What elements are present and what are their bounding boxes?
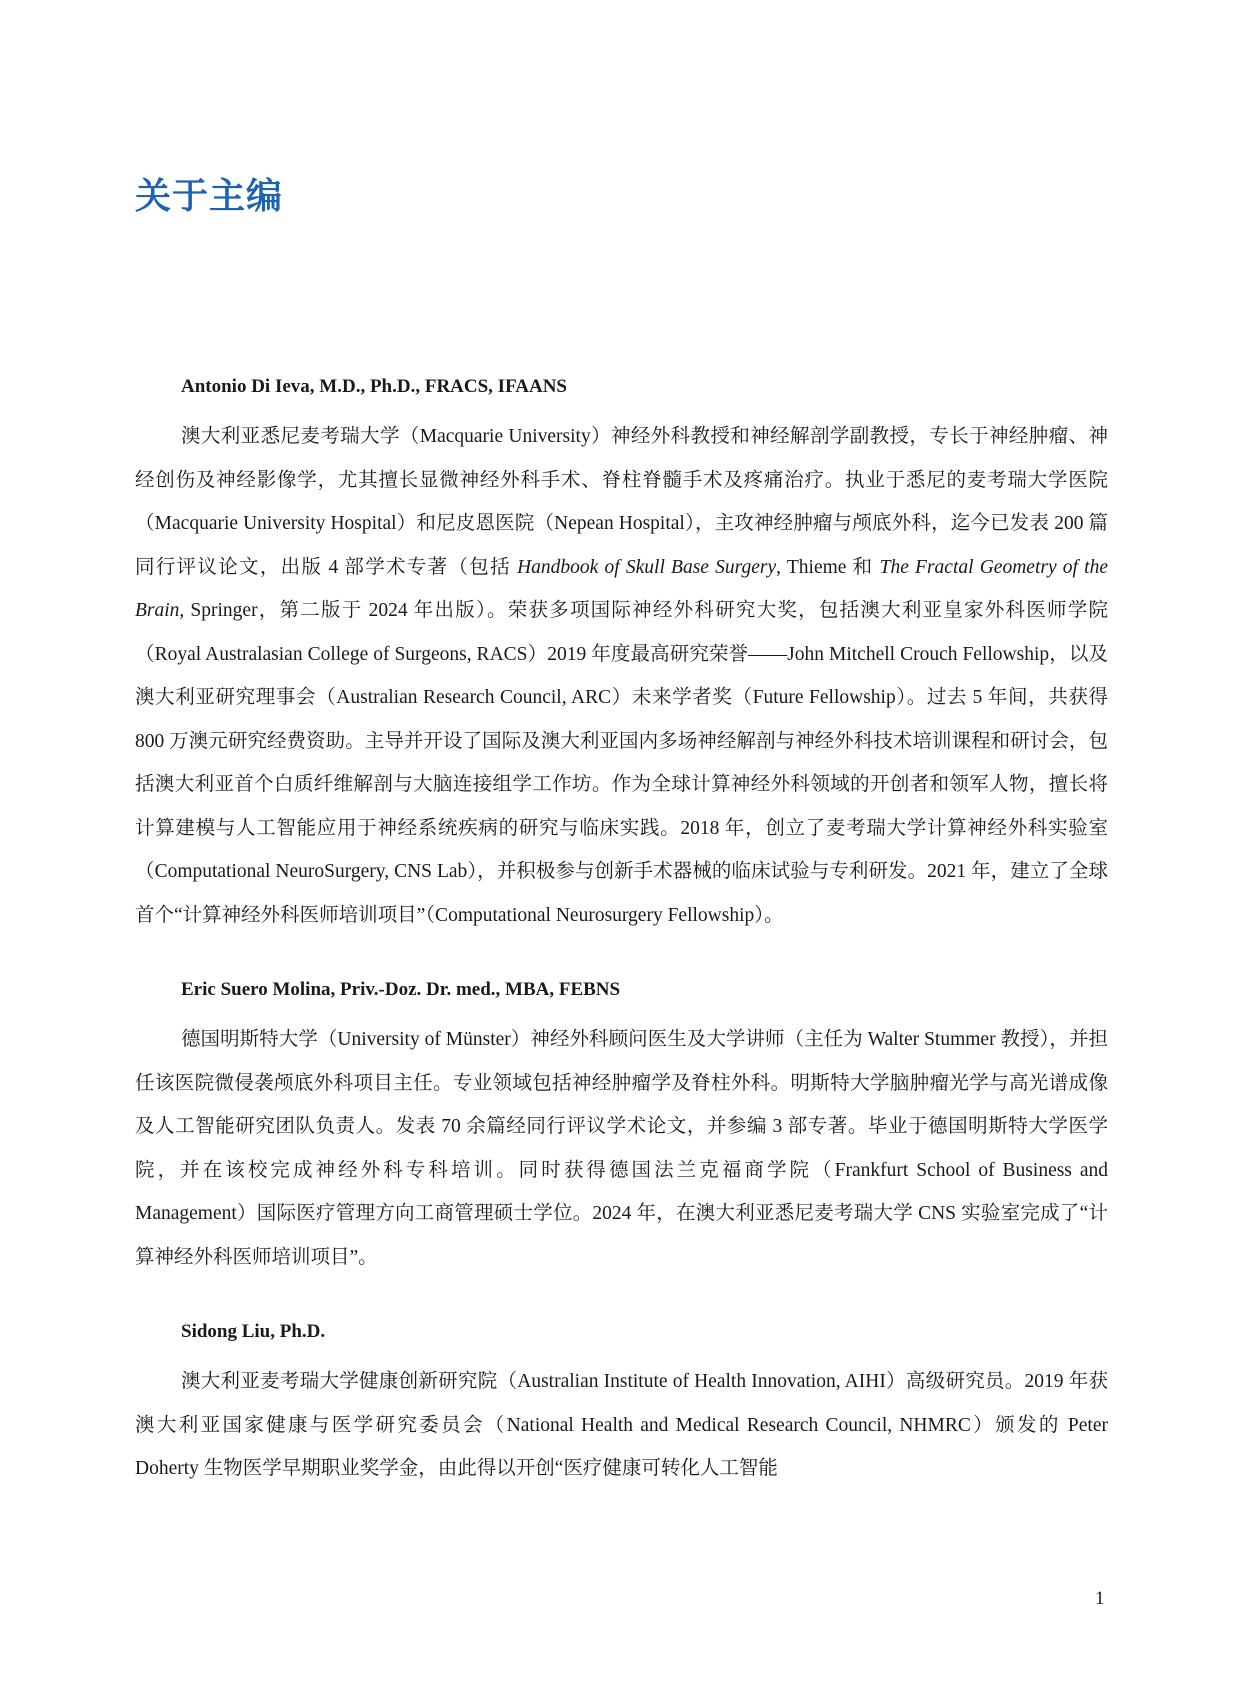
bio-text: 澳大利亚悉尼麦考瑞大学（Macquarie University）神经外科教授和神经解剖学副教授，专长于神经肿瘤、神经创伤及神经影像学，尤其擅长显微神经外科手术、脊柱脊髓手术及疼痛治疗。执业于悉尼的麦考瑞大学医院（Macquarie University Hospital）和尼皮恩医院（Nepean Hospital），主攻神经肿瘤与颅底外科，迄今已发表 200 篇同行评议论文，出版 4 部学术专著（包括 [135,426,1108,578]
editor-entry [135,375,1108,937]
editor-entry [135,1320,1108,1491]
bio-text: , Springer，第二版于 2024 年出版）。荣获多项国际神经外科研究大奖，包括澳大利亚皇家外科医师学院（Royal Australasian College of Surgeons, RACS）2019 年度最高研究荣誉——John Mitchell Crouch Fellowship，以及澳大利亚研究理事会（Australian Research Council, ARC）未来学者奖（Future Fellowship）。过去 5 年间，共获得 800 万澳元研究经费资助。主导并开设了国际及澳大利亚国内多场神经解剖与神经外科技术培训课程和研讨会，包括澳大利亚首个白质纤维解剖与大脑连接组学工作坊。作为全球计算神经外科领域的开创者和领军人物，擅长将计算建模与人工智能应用于神经系统疾病的研究与临床实践。2018 年，创立了麦考瑞大学计算神经外科实验室（Computational NeuroSurgery, CNS Lab），并积极参与创新手术器械的临床试验与专利研发。2021 年，建立了全球首个“计算神经外科医师培训项目”（Computational Neurosurgery Fellowship）。 [135,600,1108,926]
editor-bio [135,415,1108,937]
book-title: Handbook of Skull Base Surgery [517,556,777,578]
editor-entry [135,978,1108,1279]
editor-name: Antonio Di Ieva, M.D., Ph.D., FRACS, IFAANS [181,376,567,397]
bio-text: 德国明斯特大学（University of Münster）神经外科顾问医生及大学讲师（主任为 Walter Stummer 教授），并担任该医院微侵袭颅底外科项目主任。专业领域包括神经肿瘤学及脊柱外科。明斯特大学脑肿瘤光学与高光谱成像及人工智能研究团队负责人。发表 70 余篇经同行评议学术论文，并参编 3 部专著。毕业于德国明斯特大学医学院，并在该校完成神经外科专科培训。同时获得德国法兰克福商学院（Frankfurt School of Business and Management）国际医疗管理方向工商管理硕士学位。2024 年，在澳大利亚悉尼麦考瑞大学 CNS 实验室完成了“计算神经外科医师培训项目”。 [135,1029,1108,1268]
page-title: 关于主编 [135,176,284,217]
editor-name: Eric Suero Molina, Priv.-Doz. Dr. med., MBA, FEBNS [181,979,621,1000]
bio-text: , Thieme 和 [776,556,880,578]
book-title: The Fractal Geometry of the Brain [135,556,1108,621]
editor-bio [135,1360,1108,1491]
editor-name: Sidong Liu, Ph.D. [181,1321,326,1342]
bio-text: 澳大利亚麦考瑞大学健康创新研究院（Australian Institute of Health Innovation, AIHI）高级研究员。2019 年获澳大利亚国家健康与医学研究委员会（National Health and Medical Research Council, NHMRC）颁发的 Peter Doherty 生物医学早期职业奖学金，由此得以开创“医疗健康可转化人工智能 [135,1371,1108,1479]
editor-bio [135,1018,1108,1279]
page-number: 1 [1095,1588,1105,1609]
editor-list [135,375,1108,1532]
